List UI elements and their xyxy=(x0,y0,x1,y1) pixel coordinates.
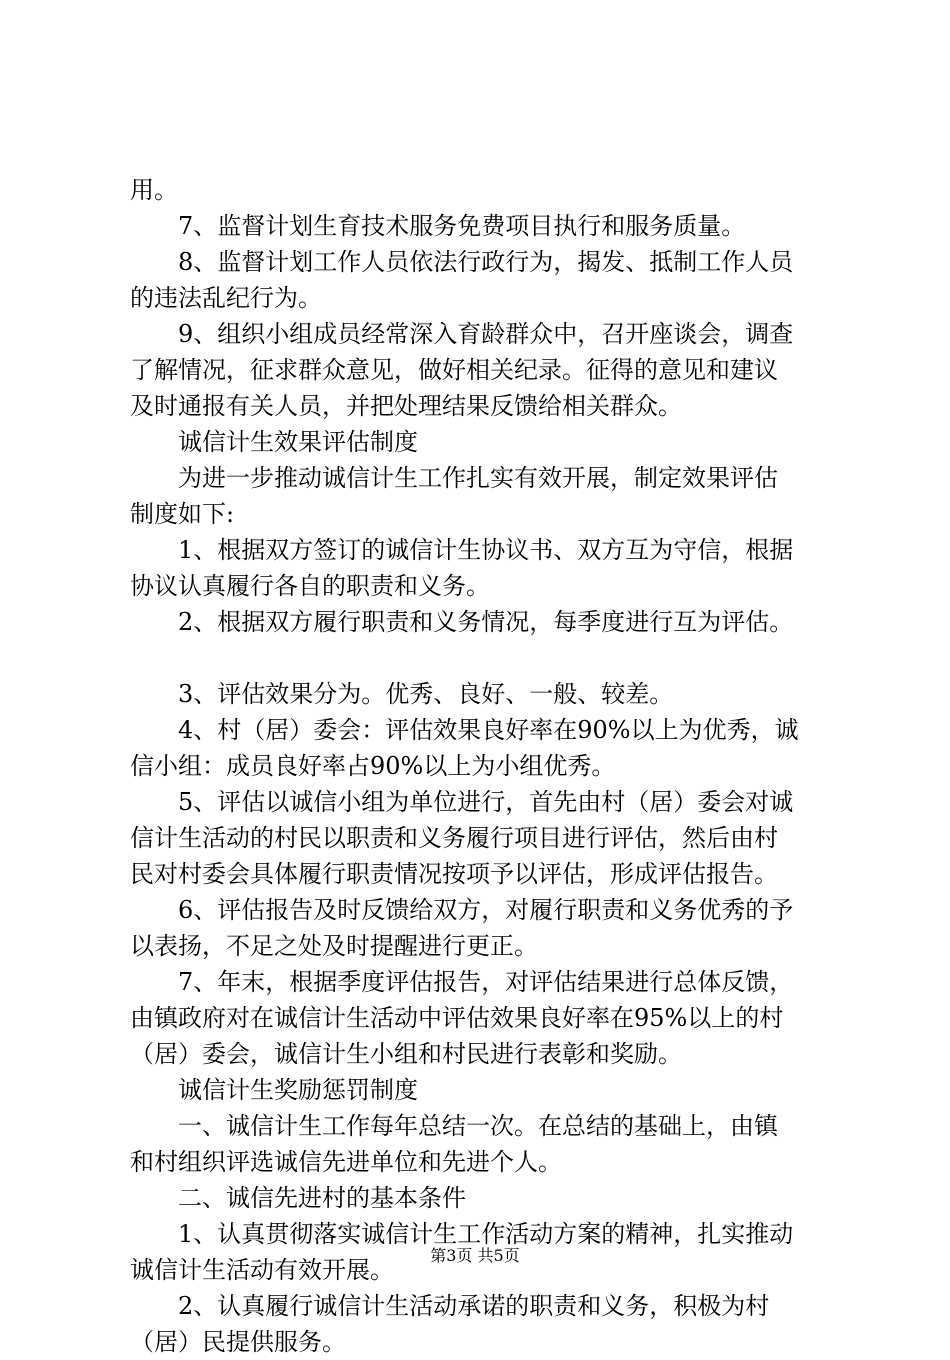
text-line: 4、村（居）委会：评估效果良好率在90%以上为优秀，诚 xyxy=(178,716,799,744)
text-line: 协议认真履行各自的职责和义务。 xyxy=(130,572,490,600)
text-line: 二、诚信先进村的基本条件 xyxy=(178,1184,466,1212)
text-line: 信小组：成员良好率占90%以上为小组优秀。 xyxy=(130,752,616,780)
page-footer: 第3页 共5页 xyxy=(430,1246,520,1265)
text-line: 民对村委会具体履行职责情况按项予以评估，形成评估报告。 xyxy=(130,860,778,888)
document-body xyxy=(130,172,830,1360)
text-line: 3、评估效果分为。优秀、良好、一般、较差。 xyxy=(178,680,674,708)
blank-line xyxy=(130,640,830,676)
text-line: 的违法乱纪行为。 xyxy=(130,284,322,312)
text-line: 了解情况，征求群众意见，做好相关纪录。征得的意见和建议 xyxy=(130,356,778,384)
text-line: 诚信计生活动有效开展。 xyxy=(130,1256,394,1284)
text-line: 信计生活动的村民以职责和义务履行项目进行评估，然后由村 xyxy=(130,824,778,852)
text-line: 1、根据双方签订的诚信计生协议书、双方互为守信，根据 xyxy=(178,536,794,564)
text-line: （居）民提供服务。 xyxy=(130,1328,346,1356)
text-line: 2、认真履行诚信计生活动承诺的职责和义务，积极为村 xyxy=(178,1292,770,1320)
text-line: 和村组织评选诚信先进单位和先进个人。 xyxy=(130,1148,562,1176)
text-line: 5、评估以诚信小组为单位进行，首先由村（居）委会对诚 xyxy=(178,788,794,816)
text-line: 及时通报有关人员，并把处理结果反馈给相关群众。 xyxy=(130,392,682,420)
text-line: 为进一步推动诚信计生工作扎实有效开展，制定效果评估 xyxy=(178,464,778,492)
text-line: 8、监督计划工作人员依法行政行为，揭发、抵制工作人员 xyxy=(178,248,794,276)
text-line: 9、组织小组成员经常深入育龄群众中，召开座谈会，调查 xyxy=(178,320,794,348)
text-line: 以表扬，不足之处及时提醒进行更正。 xyxy=(130,932,538,960)
text-line: 6、评估报告及时反馈给双方，对履行职责和义务优秀的予 xyxy=(178,896,794,924)
text-line: 7、监督计划生育技术服务免费项目执行和服务质量。 xyxy=(178,212,746,240)
text-line: 制度如下: xyxy=(130,500,235,528)
text-line: （居）委会，诚信计生小组和村民进行表彰和奖励。 xyxy=(130,1040,682,1068)
section-heading: 诚信计生奖励惩罚制度 xyxy=(178,1076,418,1104)
text-line: 2、根据双方履行职责和义务情况，每季度进行互为评估。 xyxy=(178,608,794,636)
text-line: 用。 xyxy=(130,176,178,204)
text-line: 一、诚信计生工作每年总结一次。在总结的基础上，由镇 xyxy=(178,1112,778,1140)
text-line: 由镇政府对在诚信计生活动中评估效果良好率在95%以上的村 xyxy=(130,1004,784,1032)
text-line: 7、年末，根据季度评估报告，对评估结果进行总体反馈， xyxy=(178,968,794,996)
text-line: 1、认真贯彻落实诚信计生工作活动方案的精神，扎实推动 xyxy=(178,1220,794,1248)
section-heading: 诚信计生效果评估制度 xyxy=(178,428,418,456)
